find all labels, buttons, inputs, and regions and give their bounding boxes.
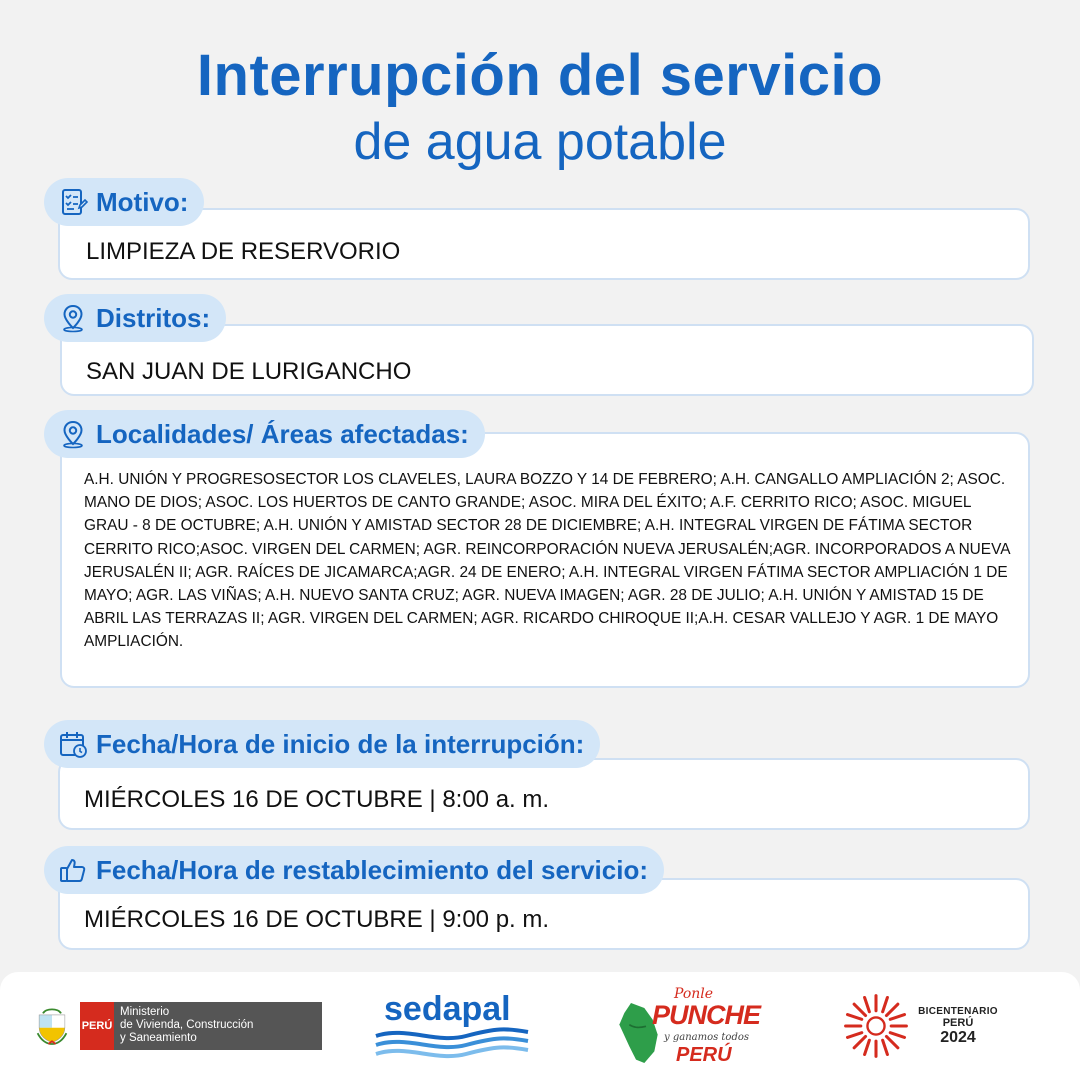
location-pin-icon: [58, 419, 88, 449]
peru-flag-text: PERÚ: [81, 1020, 113, 1032]
sedapal-logo: [372, 990, 532, 1060]
bicentenario-logo: [838, 988, 1018, 1068]
punche-text: PUNCHE: [652, 1000, 761, 1030]
inicio-tag: [44, 720, 600, 768]
sedapal-wordmark: sedapal: [384, 990, 511, 1028]
sedapal-waves-icon: [372, 1026, 532, 1060]
localidades-tag: [44, 410, 485, 458]
location-pin-icon: [58, 303, 88, 333]
restablecimiento-label: Fecha/Hora de restablecimiento del servicio:: [96, 854, 648, 885]
restablecimiento-value: MIÉRCOLES 16 DE OCTUBRE | 9:00 p. m.: [84, 906, 550, 933]
ponle-text: Ponle: [674, 986, 714, 1002]
page-subtitle: de agua potable: [353, 113, 727, 171]
inicio-value: MIÉRCOLES 16 DE OCTUBRE | 8:00 a. m.: [84, 786, 550, 813]
thumbs-up-icon: [58, 855, 88, 885]
ponle-punche-logo: [616, 984, 761, 1072]
motivo-value: LIMPIEZA DE RESERVORIO: [86, 238, 401, 265]
ministerio-line3: y Saneamiento: [120, 1032, 197, 1044]
bicentenario-line1: BICENTENARIO: [918, 1006, 998, 1017]
footer-logos: [0, 972, 1080, 1080]
inicio-label: Fecha/Hora de inicio de la interrupción:: [96, 728, 585, 759]
localidades-label: Localidades/ Áreas afectadas:: [96, 418, 469, 449]
peru-text: PERÚ: [676, 1044, 732, 1066]
ganamos-text: y ganamos todos: [664, 1032, 749, 1043]
localidades-value: A.H. UNIÓN Y PROGRESOSECTOR LOS CLAVELES, LAURA BOZZO Y 14 DE FEBRERO; A.H. CANGALLO AMPLIACIÓN 2; ASOC. MANO DE DIOS; ASOC. LOS HUERTOS DE CANTO GRANDE; ASOC. MIRA DEL ÉXITO; A.F. CERRITO RICO; ASOC. MIGUEL GRAU - 8 DE OCTUBRE; A.H. UNIÓN Y AMISTAD SECTOR 28 DE DICIEMBRE; A.H. INTEGRAL VIRGEN DE FÁTIMA SECTOR CERRITO RICO;ASOC. VIRGEN DEL CARMEN; AGR. REINCORPORACIÓN NUEVA JERUSALÉN;AGR. INCORPORADOS A NUEVA JERUSALÉN II; AGR. RAÍCES DE JICAMARCA;AGR. 24 DE ENERO; A.H. INTEGRAL VIRGEN FÁTIMA SECTOR AMPLIACIÓN 1 DE MAYO; AGR. LAS VIÑAS; A.H. NUEVO SANTA CRUZ; AGR. NUEVA IMAGEN; AGR. 28 DE JULIO; A.H. UNIÓN Y AMISTAD 15 DE ABRIL LAS TERRAZAS II; AGR. VIRGEN DEL CARMEN; AGR. RICARDO CHIROQUE II;A.H. CESAR VALLEJO Y AGR. 1 DE MAYO AMPLIACIÓN.: [84, 471, 1010, 651]
motivo-tag: [44, 178, 204, 226]
bicentenario-line3: 2024: [940, 1029, 976, 1046]
peru-coat-of-arms-icon: [34, 1004, 70, 1048]
distritos-label: Distritos:: [96, 302, 211, 333]
restablecimiento-tag: [44, 846, 664, 894]
page-title: Interrupción del servicio: [196, 43, 884, 108]
ministerio-logo: [34, 1002, 290, 1052]
bicentenario-line2: PERÚ: [942, 1017, 974, 1029]
motivo-label: Motivo:: [96, 186, 189, 217]
calendar-clock-icon: [58, 729, 88, 759]
checklist-icon: [58, 187, 88, 217]
distritos-tag: [44, 294, 226, 342]
ministerio-line1: Ministerio: [120, 1006, 170, 1018]
bicentenario-burst-icon: [838, 988, 914, 1064]
distritos-value: SAN JUAN DE LURIGANCHO: [86, 358, 412, 385]
ministerio-line2: de Vivienda, Construcción: [120, 1019, 254, 1031]
